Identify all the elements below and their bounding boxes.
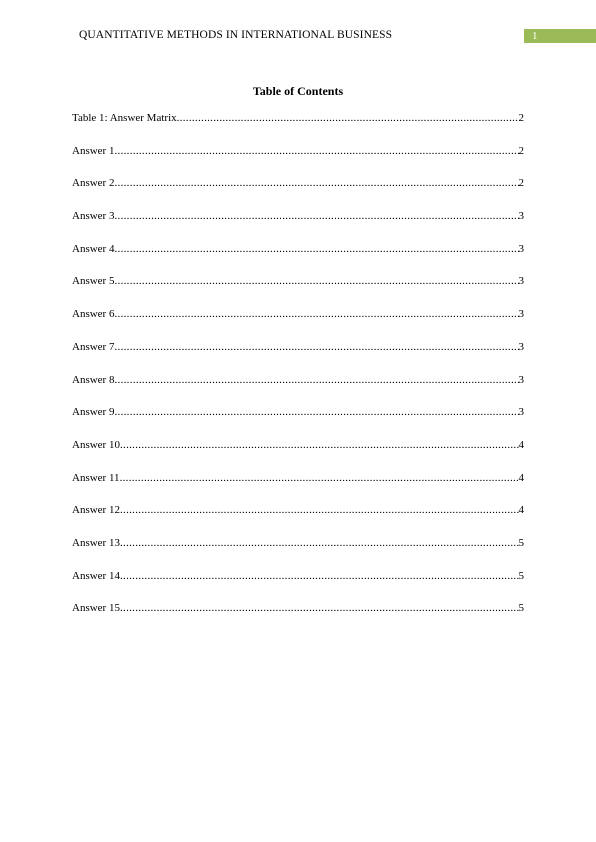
toc-dot-leader [114, 210, 518, 223]
toc-dot-leader [120, 570, 519, 583]
toc-entry[interactable] [72, 243, 524, 276]
toc-entry-label[interactable]: Answer 9 [72, 406, 115, 419]
page-header [0, 0, 596, 60]
toc-dot-leader [114, 341, 518, 354]
toc-dot-leader [114, 406, 518, 419]
toc-entry-page: 5 [518, 536, 524, 549]
toc-entry-label[interactable]: Answer 4 [72, 242, 115, 255]
toc-dot-leader [114, 275, 518, 288]
toc-entry[interactable] [72, 374, 524, 407]
toc-entry[interactable] [72, 439, 524, 472]
toc-dot-leader [120, 504, 519, 517]
toc-entry-page: 5 [518, 602, 524, 615]
toc-entry-label[interactable]: Answer 7 [72, 340, 115, 353]
toc-dot-leader [120, 537, 519, 550]
toc-entry-page: 4 [518, 438, 524, 451]
toc-entry[interactable] [72, 406, 524, 439]
toc-entry-page: 2 [518, 177, 524, 190]
page-number-badge [524, 29, 596, 43]
toc-entry[interactable] [72, 145, 524, 178]
toc-entry-label[interactable]: Answer 12 [72, 504, 120, 517]
running-head-title: QUANTITATIVE METHODS IN INTERNATIONAL BUSINESS [79, 29, 393, 41]
toc-entry-label[interactable]: Answer 11 [72, 471, 120, 484]
toc-dot-leader [120, 439, 519, 452]
toc-entry-page: 2 [518, 112, 524, 124]
table-of-contents [72, 112, 524, 635]
toc-entry-label[interactable]: Answer 8 [72, 373, 115, 386]
toc-entry[interactable] [72, 570, 524, 603]
toc-entry-page: 3 [518, 406, 524, 419]
toc-entry[interactable] [72, 177, 524, 210]
toc-dot-leader [114, 308, 518, 321]
toc-entry-label[interactable]: Answer 5 [72, 275, 115, 288]
toc-entry-label[interactable]: Answer 6 [72, 308, 115, 321]
toc-dot-leader [114, 145, 518, 158]
toc-entry-label[interactable]: Answer 2 [72, 177, 115, 190]
toc-entry-label[interactable]: Answer 13 [72, 536, 120, 549]
toc-entry-label[interactable]: Answer 3 [72, 210, 115, 223]
toc-entry-page: 3 [518, 340, 524, 353]
toc-entry[interactable] [72, 602, 524, 635]
toc-entry-label[interactable]: Answer 10 [72, 438, 120, 451]
toc-entry[interactable] [72, 210, 524, 243]
toc-entry[interactable] [72, 308, 524, 341]
toc-entry[interactable] [72, 275, 524, 308]
toc-dot-leader [120, 602, 519, 615]
toc-entry-page: 3 [518, 210, 524, 223]
toc-dot-leader [114, 177, 518, 190]
toc-entry[interactable] [72, 472, 524, 505]
toc-entry-label[interactable]: Answer 14 [72, 569, 120, 582]
toc-entry-page: 4 [518, 504, 524, 517]
toc-entry[interactable] [72, 341, 524, 374]
toc-entry[interactable] [72, 537, 524, 570]
toc-entry-page: 3 [518, 242, 524, 255]
toc-entry-page: 3 [518, 373, 524, 386]
toc-entry-label[interactable]: Answer 15 [72, 602, 120, 615]
toc-entry-label[interactable]: Answer 1 [72, 144, 115, 157]
toc-entry-page: 3 [518, 275, 524, 288]
toc-entry-page: 4 [518, 471, 524, 484]
toc-entry-page: 5 [518, 569, 524, 582]
toc-entry[interactable] [72, 504, 524, 537]
page-number: 1 [532, 30, 538, 42]
toc-entry-page: 3 [518, 308, 524, 321]
toc-dot-leader [120, 472, 519, 485]
toc-dot-leader [114, 243, 518, 256]
toc-entry-page: 2 [518, 144, 524, 157]
toc-dot-leader [177, 112, 519, 125]
toc-heading: Table of Contents [252, 84, 344, 98]
toc-dot-leader [114, 374, 518, 387]
toc-entry[interactable] [72, 112, 524, 145]
toc-entry-label[interactable]: Table 1: Answer Matrix [72, 112, 177, 124]
